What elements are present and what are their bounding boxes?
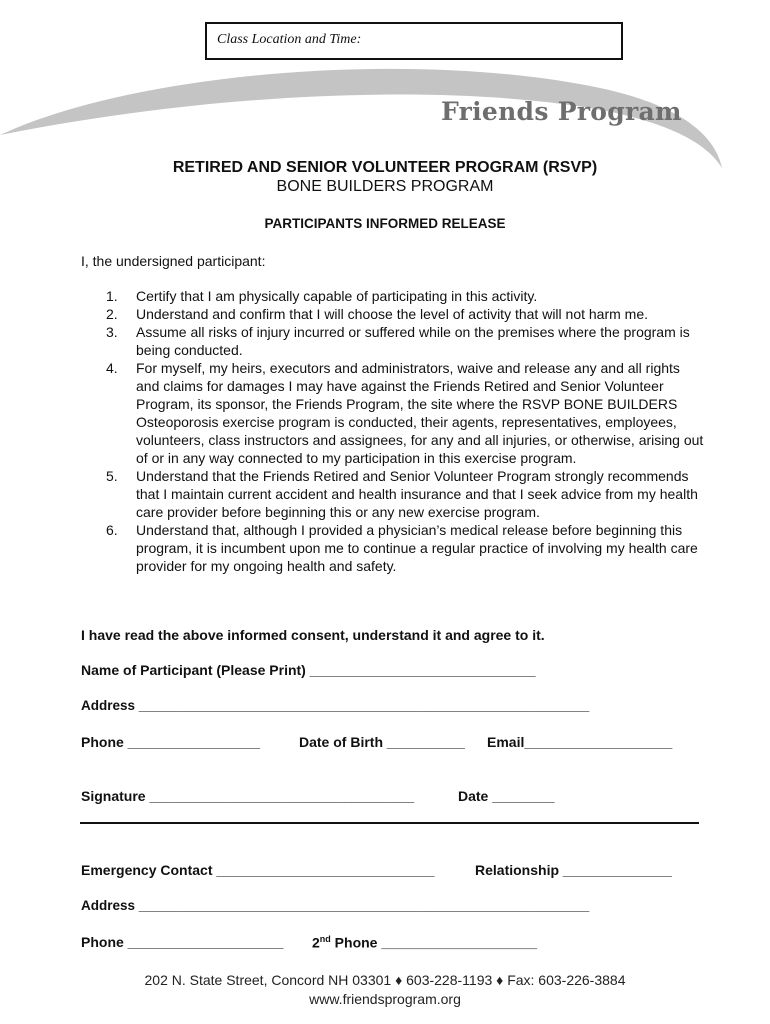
date-field[interactable]: Date ________ [458,788,555,804]
second-phone-field[interactable]: 2nd Phone ____________________ [312,934,538,951]
emergency-contact-field[interactable]: Emergency Contact ____________________________ [81,862,435,878]
list-item: 3. Assume all risks of injury incurred or suffered while on the premises where the program is being conducted. [106,324,690,358]
date-of-birth-field[interactable]: Date of Birth __________ [299,734,465,750]
release-terms-list [106,287,706,575]
list-item: 6. Understand that, although I provided a physician’s medical release before beginning this program, it is incumbent upon me to continue a regular practice of involving my health care provider for my ongoing health and safety. [106,522,698,574]
title-bone-builders: BONE BUILDERS PROGRAM [276,178,494,195]
class-location-label: Class Location and Time: [217,32,362,47]
title-rsvp: RETIRED AND SENIOR VOLUNTEER PROGRAM (RSVP) [172,159,598,176]
list-item: 2. Understand and confirm that I will choose the level of activity that will not harm me. [106,306,649,322]
consent-statement: I have read the above informed consent, understand it and agree to it. [81,627,545,643]
emergency-address-field[interactable]: Address ____________________________________________________________ [81,898,590,913]
address-field[interactable]: Address ____________________________________________________________ [81,698,590,713]
list-item: 4. For myself, my heirs, executors and administrators, waive and release any and all rights and claims for damages I may have against the Friends Retired and Senior Volunteer Program, its sponsor, the Friends Program, the site where the RSVP BONE BUILDERS Osteoporosis exercise program is conducted, their agents, representatives, employees, volunteers, class instructors and assignees, for any and all injuries, or otherwise, arising out of or in any way connected to my participation in this exercise program. [106,360,704,466]
intro-text: I, the undersigned participant: [81,253,266,269]
emergency-phone-field[interactable]: Phone ____________________ [81,934,284,950]
footer-address: 202 N. State Street, Concord NH 03301 ♦ 603-228-1193 ♦ Fax: 603-226-3884 [144,972,626,988]
signature-field[interactable]: Signature __________________________________ [81,788,415,804]
list-item: 5. Understand that the Friends Retired and Senior Volunteer Program strongly recommends that I maintain current accident and health insurance and that I seek advice from my health care provider before beginning this or any new exercise program. [106,468,698,520]
email-field[interactable]: Email___________________ [487,734,673,750]
list-item: 1. Certify that I am physically capable of participating in this activity. [106,288,538,304]
phone-field[interactable]: Phone _________________ [81,734,261,750]
relationship-field[interactable]: Relationship ______________ [475,862,672,878]
class-location-box[interactable] [205,22,623,60]
footer-website: www.friendsprogram.org [309,991,461,1007]
title-informed-release: PARTICIPANTS INFORMED RELEASE [264,216,506,231]
brand-logo-text: Friends Program [441,97,682,126]
participant-name-field[interactable]: Name of Participant (Please Print) _____________________________ [81,662,536,678]
section-divider [80,822,699,824]
